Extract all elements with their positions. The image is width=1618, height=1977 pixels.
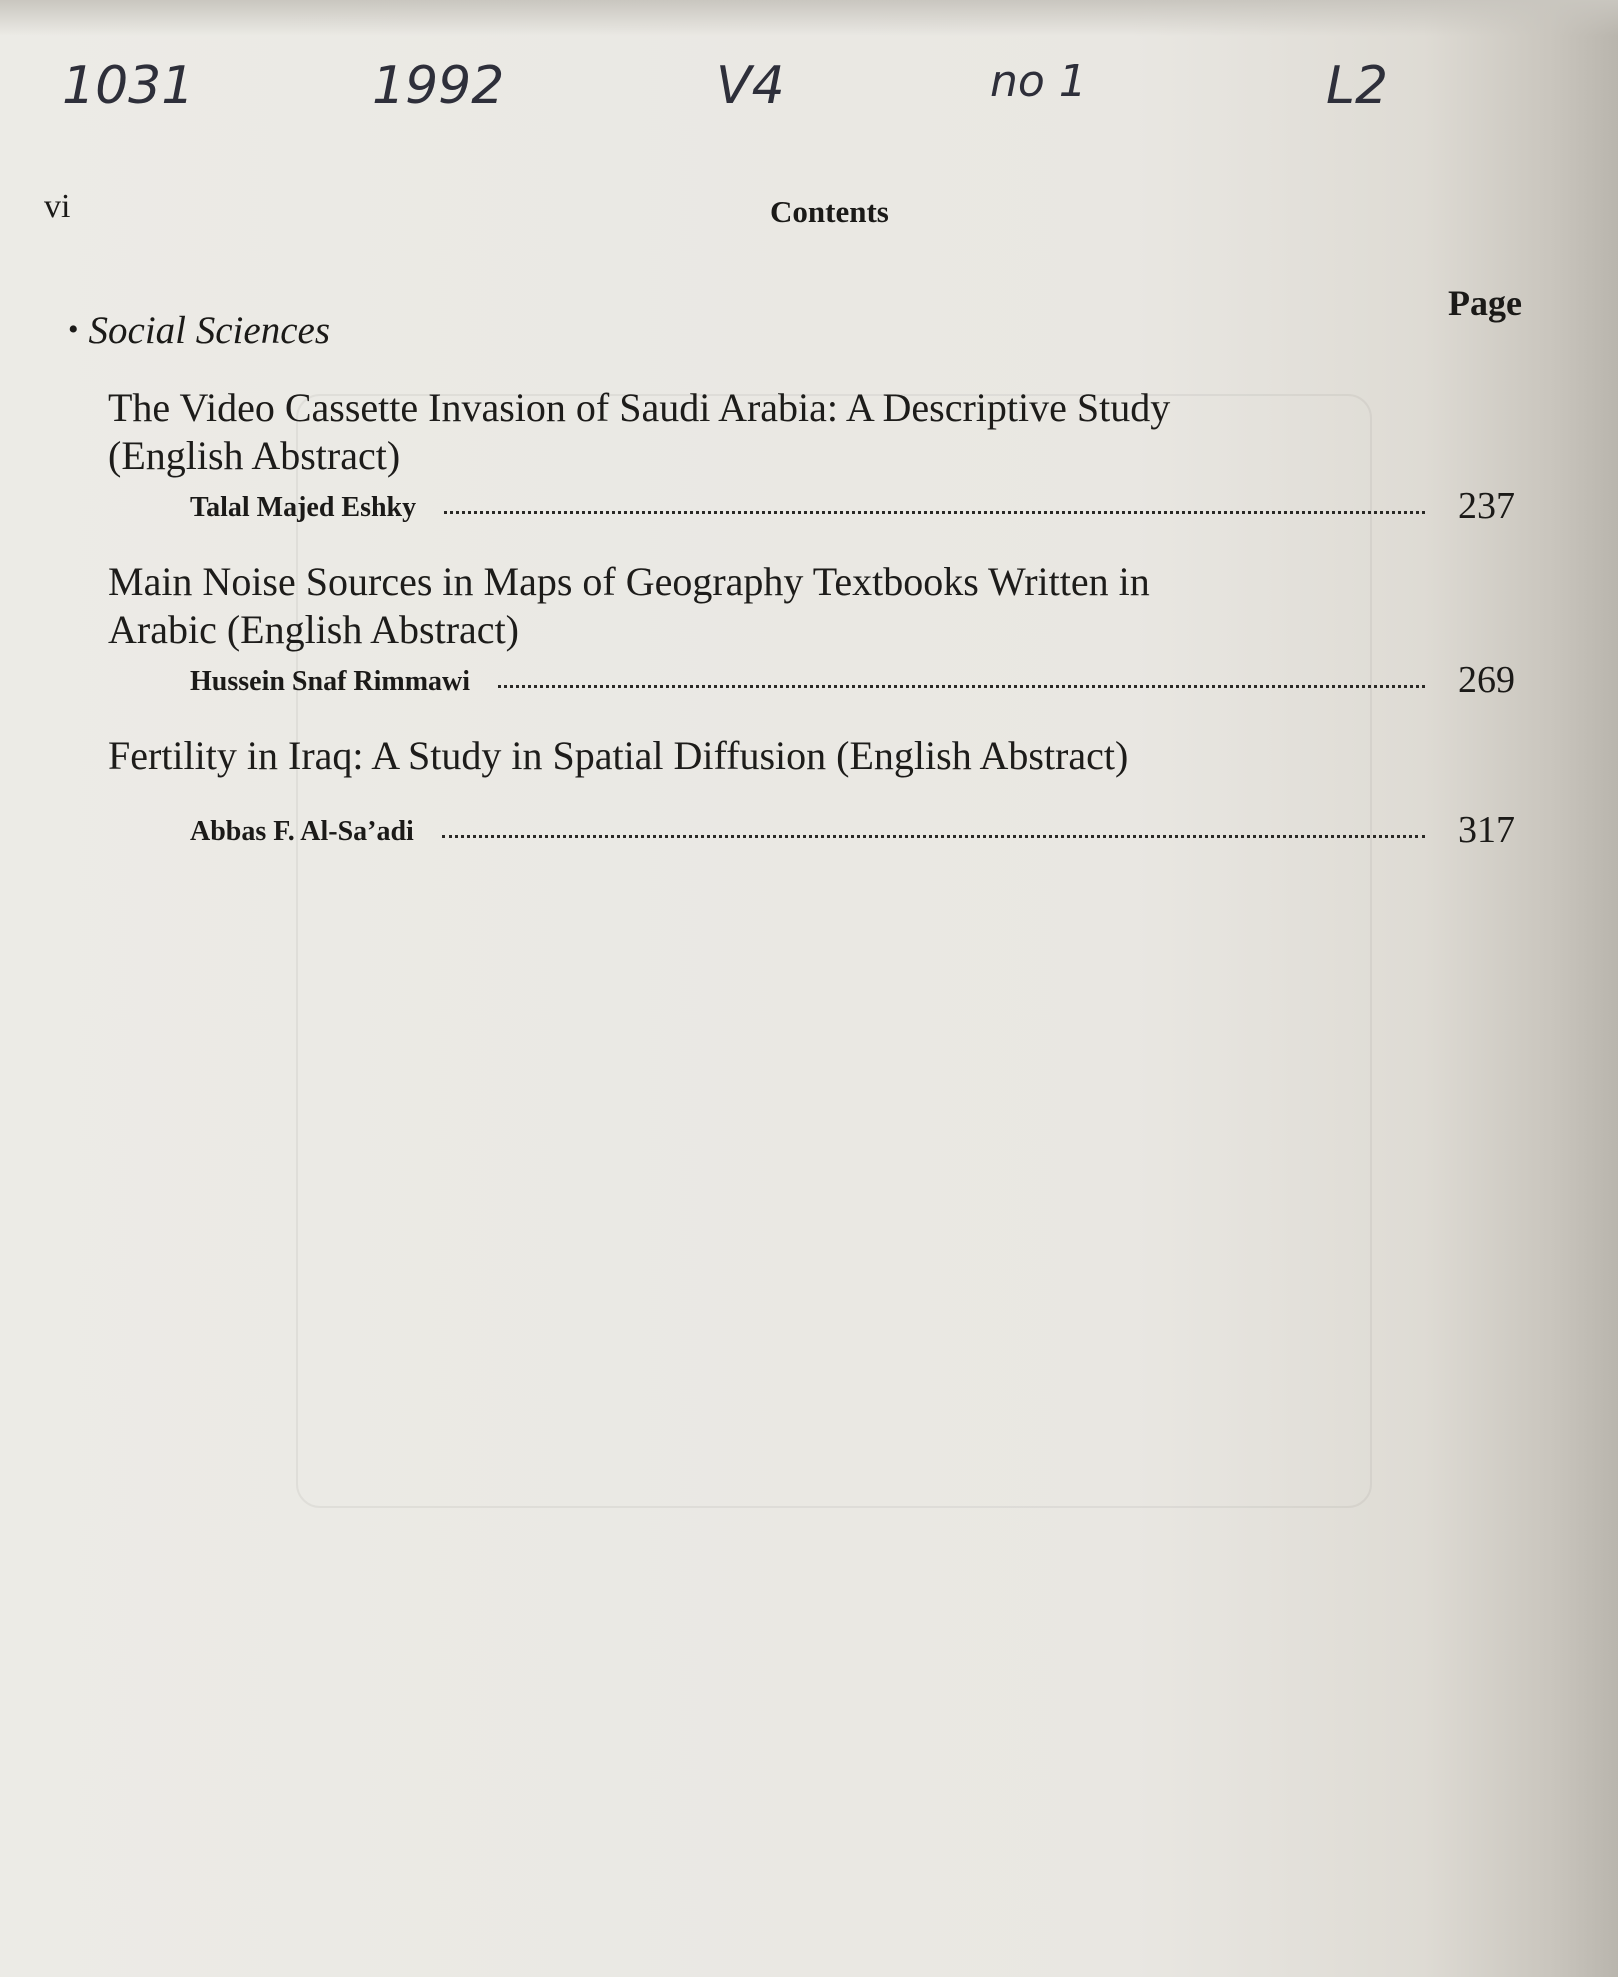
toc-entry-title [108,732,1348,780]
handwritten-note-4: no 1 [990,56,1087,107]
page-numeral: vi [44,188,71,225]
toc-entry-title [108,558,1348,654]
dot-leader [442,815,1425,838]
toc-entry-author: Hussein Snaf Rimmawi [190,666,471,697]
running-header [44,188,1494,232]
handwritten-note-1: 1031 [62,56,195,116]
dot-leader [498,665,1425,688]
toc-entry-author-row [190,659,1515,706]
dot-leader [444,491,1425,514]
toc-entry-author: Abbas F. Al-Sa’adi [190,816,414,847]
toc-entry-title-line: Fertility in Iraq: A Study in Spatial Diffusion (English Abstract) [108,733,1129,778]
toc-entry-title-line: (English Abstract) [108,433,401,478]
handwritten-note-3: V4 [716,56,785,116]
handwritten-note-2: 1992 [372,56,505,116]
bullet-icon: • [68,313,79,346]
toc-entry-author: Talal Majed Eshky [190,492,417,523]
section-heading [68,308,330,353]
toc-entry-title-line: The Video Cassette Invasion of Saudi Arabia: A Descriptive Study [108,385,1171,430]
toc-entry-author-row [190,809,1515,856]
handwritten-note-5: L2 [1326,56,1389,116]
running-title: Contents [770,194,889,229]
page-column-header: Page [1448,283,1522,323]
toc-entry-title-line: Arabic (English Abstract) [108,607,519,652]
scan-shadow [0,0,1618,36]
toc-entry-author-row [190,485,1515,532]
toc-entry-page: 269 [1458,659,1515,701]
toc-entry-title-line: Main Noise Sources in Maps of Geography Textbooks Written in [108,559,1150,604]
toc-entry-page: 317 [1458,809,1515,851]
section-title: Social Sciences [88,309,330,352]
toc-entry-page: 237 [1458,485,1515,527]
handwritten-annotation [0,56,1618,136]
toc-entry-title [108,384,1348,480]
